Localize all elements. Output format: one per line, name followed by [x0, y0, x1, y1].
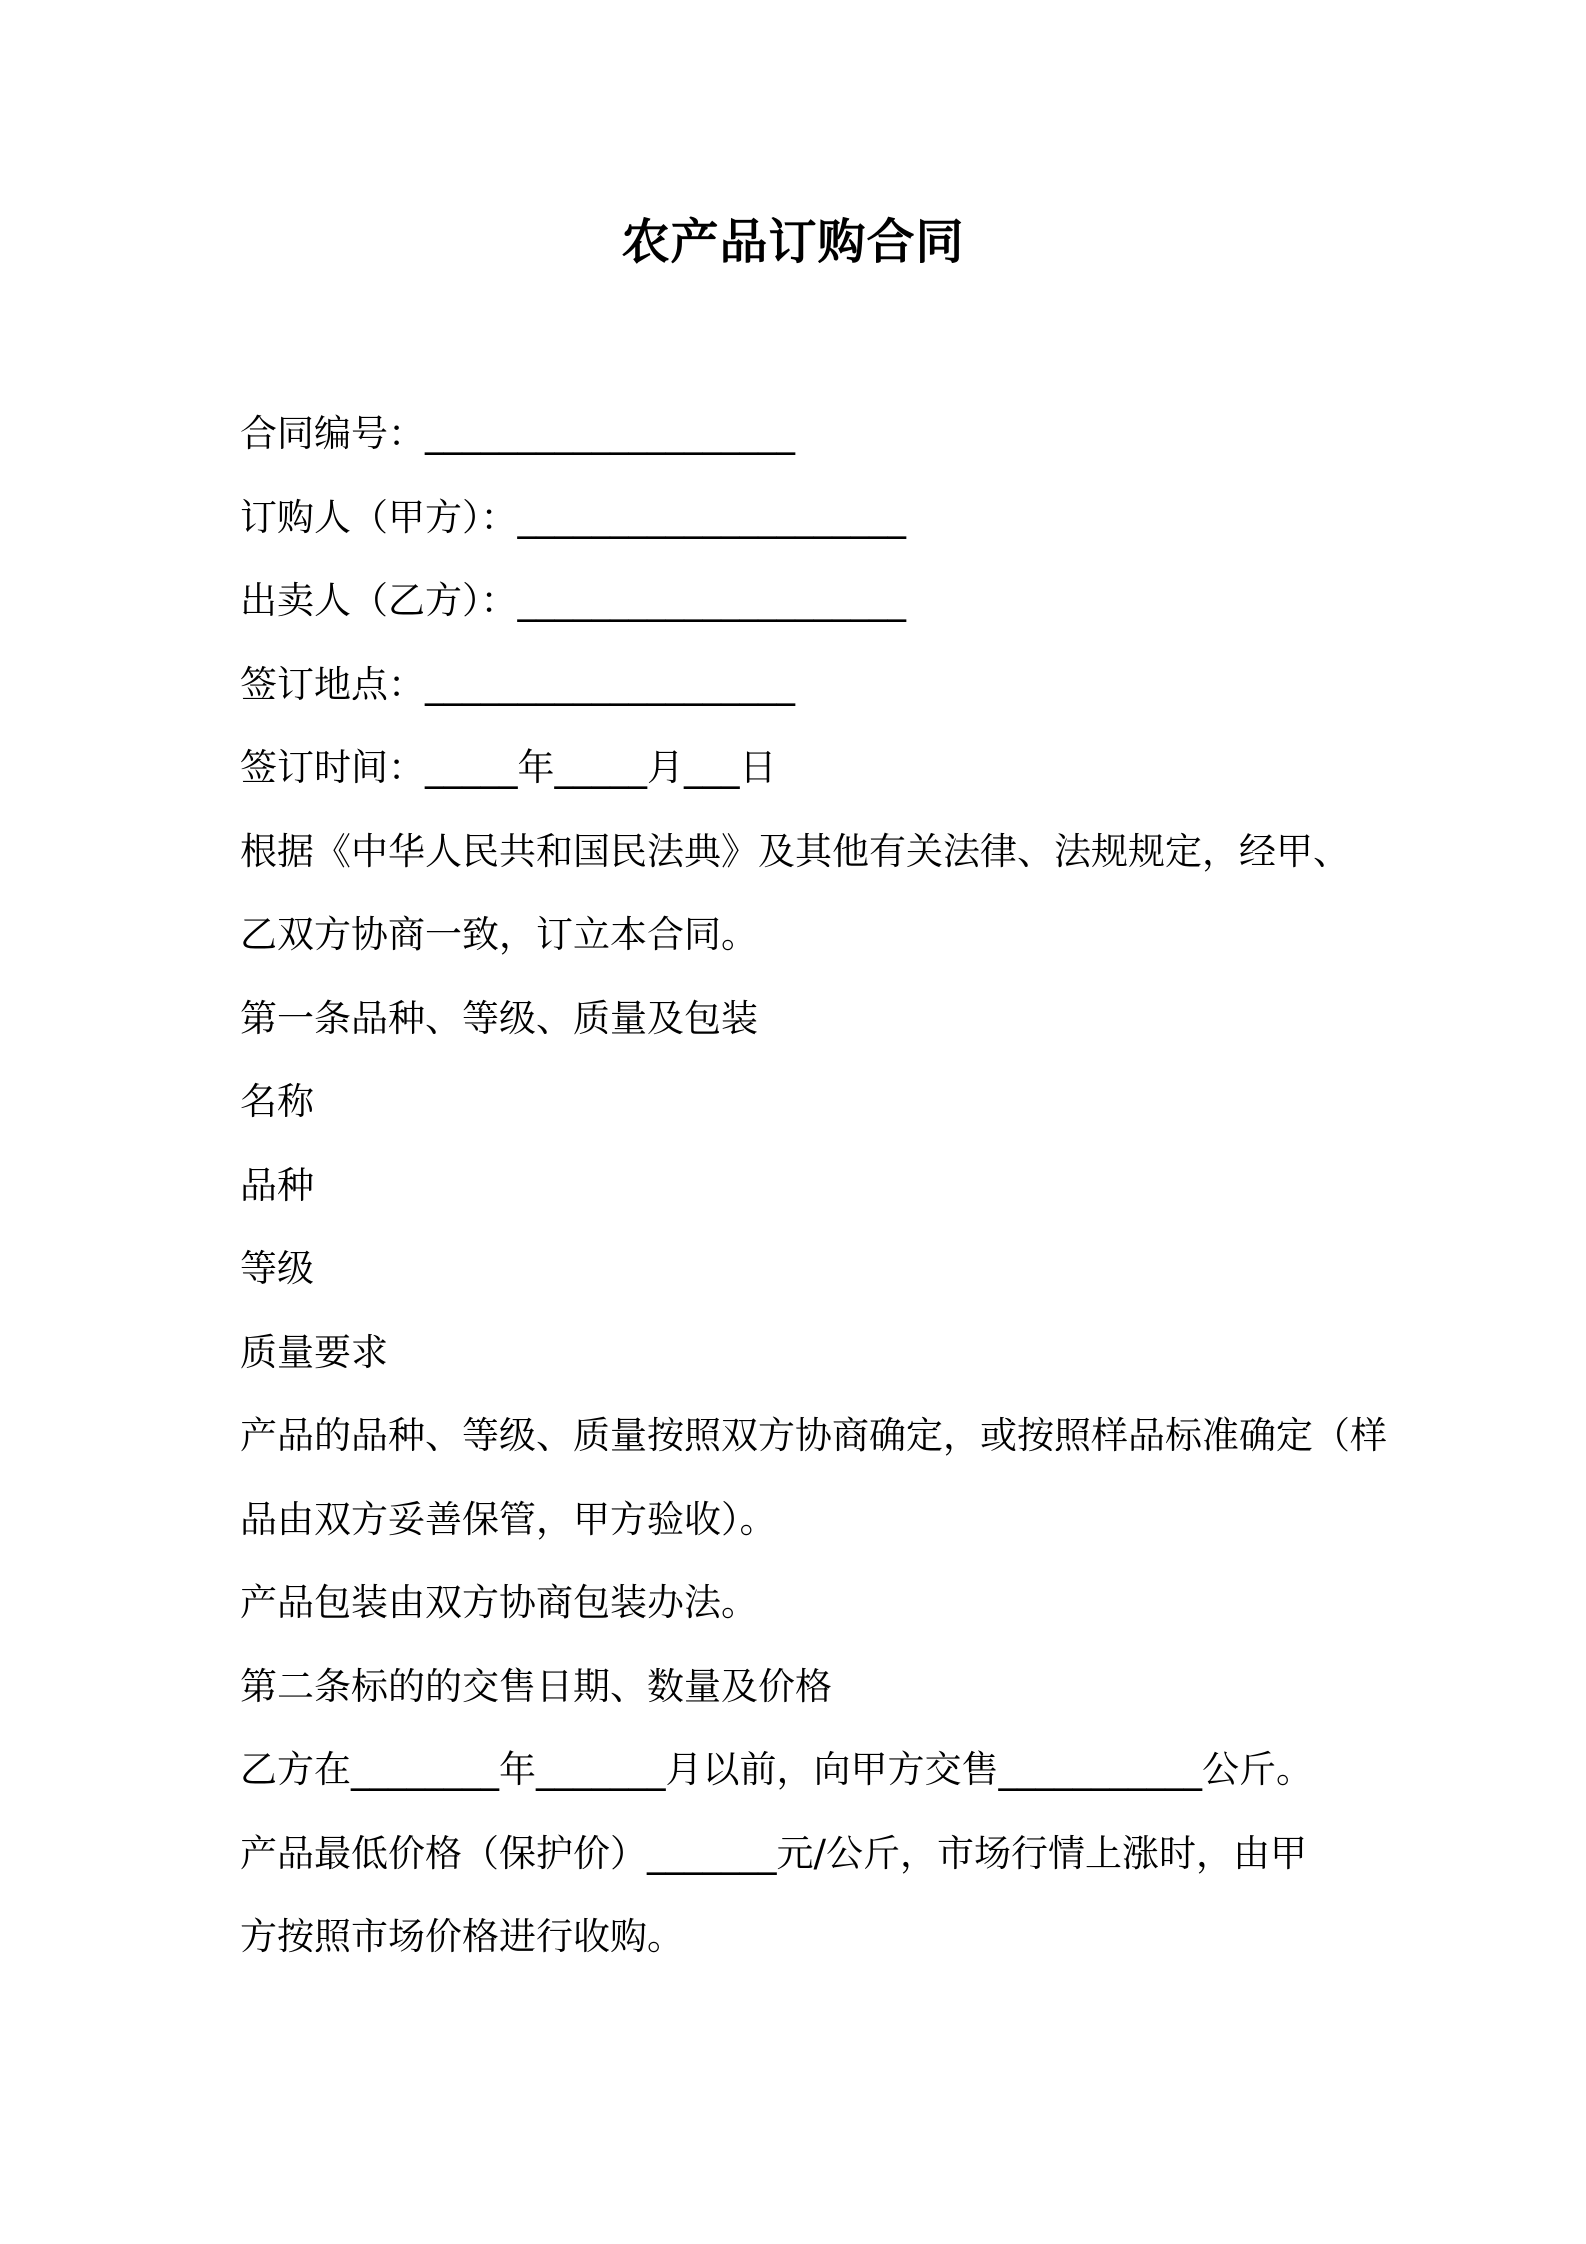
signing-place-line: 签订地点：____________________	[240, 662, 795, 706]
preamble-line-2: 乙双方协商一致，订立本合同。	[240, 913, 758, 956]
article-2-heading: 第二条标的的交售日期、数量及价格	[240, 1664, 832, 1708]
document-title: 农产品订购合同	[621, 214, 965, 270]
preamble-line-1: 根据《中华人民共和国民法典》及其他有关法律、法规规定，经甲、	[240, 829, 1350, 873]
item-grade-label: 等级	[240, 1247, 314, 1290]
article-1-heading: 第一条品种、等级、质量及包装	[240, 996, 758, 1040]
delivery-line: 乙方在________年_______月以前，向甲方交售___________公斤。	[240, 1748, 1313, 1791]
contract-body	[240, 404, 1387, 1991]
price-line-1: 产品最低价格（保护价）_______元/公斤，市场行情上涨时，由甲	[240, 1831, 1307, 1875]
buyer-line: 订购人（甲方）：_____________________	[240, 495, 906, 539]
signing-date-line: 签订时间：_____年_____月___日	[240, 746, 777, 789]
price-line-2: 方按照市场价格进行收购。	[240, 1915, 684, 1958]
quality-paragraph-line-1: 产品的品种、等级、质量按照双方协商确定，或按照样品标准确定（样	[240, 1414, 1387, 1457]
quality-requirement-label: 质量要求	[240, 1330, 388, 1374]
item-variety-label: 品种	[240, 1163, 314, 1207]
item-name-label: 名称	[240, 1080, 314, 1123]
seller-line: 出卖人（乙方）：_____________________	[240, 579, 906, 622]
contract-number-line: 合同编号：____________________	[240, 412, 795, 455]
packaging-line: 产品包装由双方协商包装办法。	[240, 1581, 758, 1624]
quality-paragraph-line-2: 品由双方妥善保管，甲方验收）。	[240, 1497, 777, 1541]
